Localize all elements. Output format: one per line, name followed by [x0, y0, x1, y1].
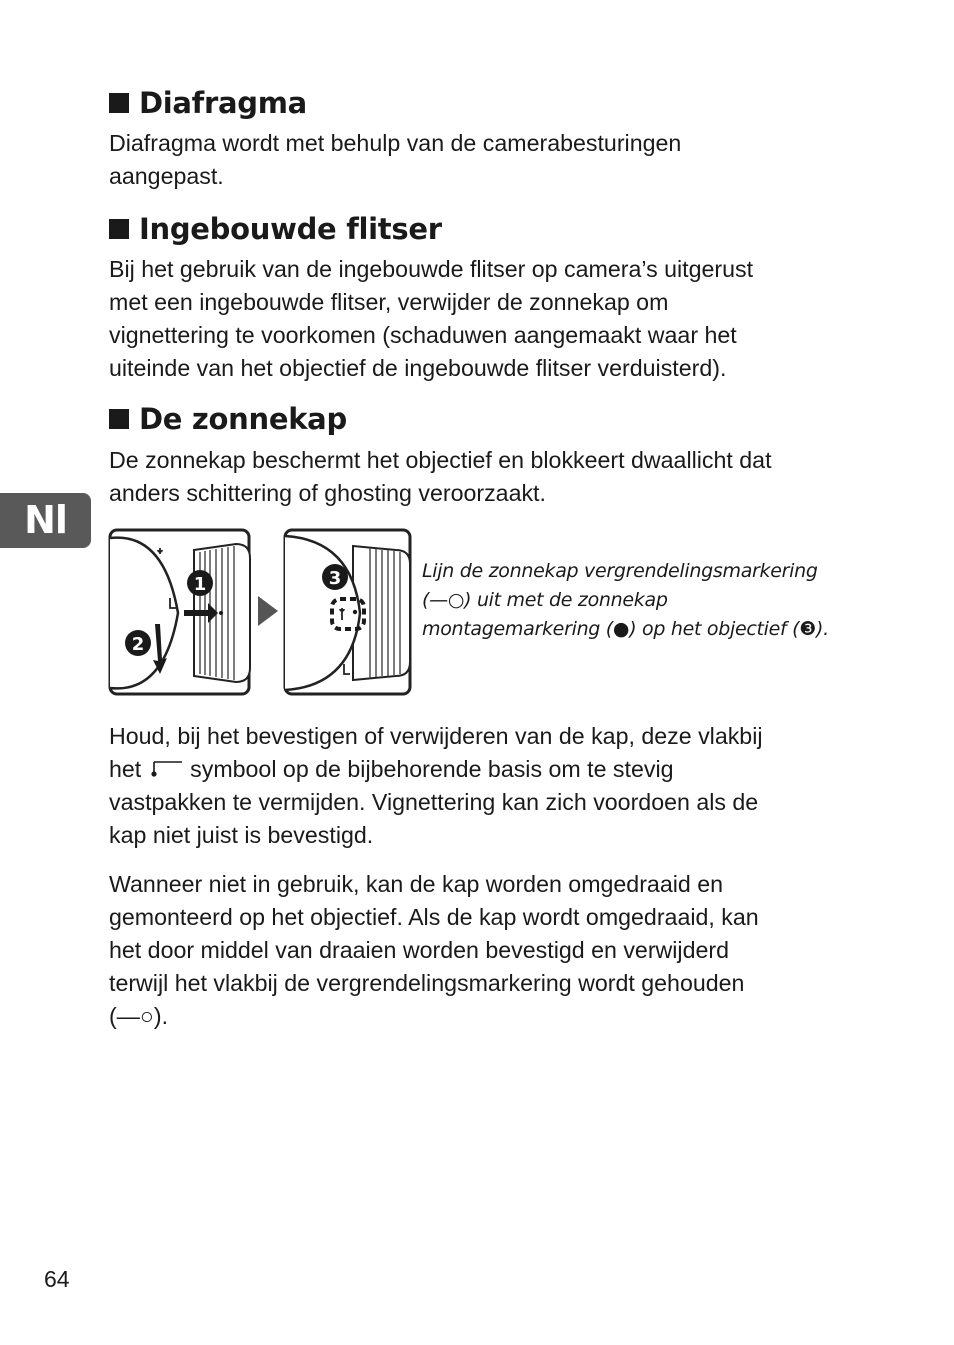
next-step-arrow-icon — [258, 596, 278, 626]
flash-paragraph — [109, 253, 844, 385]
text-line: aangepast. — [109, 163, 224, 189]
text-line: vastpakken te vermijden. Vignettering kan zich voordoen als de — [109, 789, 759, 815]
text-line: kap niet juist is bevestigd. — [109, 822, 374, 848]
heading-hood-text: De zonnekap — [139, 402, 347, 436]
heading-flash-text: Ingebouwde flitser — [139, 212, 442, 246]
text-line: (—○). — [109, 1003, 169, 1029]
text-line: terwijl het vlakbij de vergrendelingsmarkering wordt gehouden — [109, 970, 745, 996]
text-line — [109, 753, 844, 786]
step-2-label: 2 — [131, 634, 145, 655]
text-line: anders schittering of ghosting veroorzaakt. — [109, 480, 546, 506]
text-fragment: het — [109, 756, 142, 782]
figure-caption — [422, 557, 829, 644]
heading-lens-hood — [109, 402, 347, 436]
hood-grip-symbol-icon — [148, 757, 184, 779]
square-bullet-icon — [109, 219, 129, 239]
step-3-label: 3 — [328, 568, 342, 589]
square-bullet-icon — [109, 409, 129, 429]
language-tab: Nl — [0, 493, 91, 548]
aperture-paragraph — [109, 127, 844, 193]
text-line: gemonteerd op het objectief. Als de kap wordt omgedraaid, kan — [109, 904, 759, 930]
lens-hood-illustration — [108, 528, 414, 698]
panel-aligned — [285, 530, 410, 694]
text-line: Wanneer niet in gebruik, kan de kap worden omgedraaid en — [109, 871, 723, 897]
mounting-mark-icon — [353, 610, 357, 614]
heading-aperture — [109, 86, 307, 120]
text-line: Diafragma wordt met behulp van de camerabesturingen — [109, 130, 682, 156]
caption-line: Lijn de zonnekap vergrendelingsmarkering — [422, 560, 818, 582]
text-line: met een ingebouwde flitser, verwijder de zonnekap om — [109, 289, 669, 315]
caption-line: (—○) uit met de zonnekap — [422, 589, 668, 611]
text-line: het door middel van draaien worden bevestigd en verwijderd — [109, 937, 729, 963]
hood-paragraph — [109, 444, 844, 510]
heading-built-in-flash — [109, 212, 442, 246]
square-bullet-icon — [109, 93, 129, 113]
heading-aperture-text: Diafragma — [139, 86, 307, 120]
text-line: Houd, bij het bevestigen of verwijderen van de kap, deze vlakbij — [109, 723, 763, 749]
text-fragment: symbool op de bijbehorende basis om te stevig — [190, 756, 674, 782]
text-line: vignettering te voorkomen (schaduwen aangemaakt waar het — [109, 322, 737, 348]
caption-line: montagemarkering (●) op het objectief (❸). — [422, 618, 829, 640]
panel-attach — [110, 530, 250, 694]
page-number: 64 — [44, 1266, 70, 1292]
text-line: De zonnekap beschermt het objectief en blokkeert dwaallicht dat — [109, 447, 772, 473]
text-line: uiteinde van het objectief de ingebouwde flitser verduisterd). — [109, 355, 727, 381]
hood-handling-paragraph — [109, 720, 844, 852]
step-1-label: 1 — [193, 574, 207, 595]
reversed-hood-paragraph — [109, 868, 844, 1033]
text-line: Bij het gebruik van de ingebouwde flitser op camera’s uitgerust — [109, 256, 754, 282]
